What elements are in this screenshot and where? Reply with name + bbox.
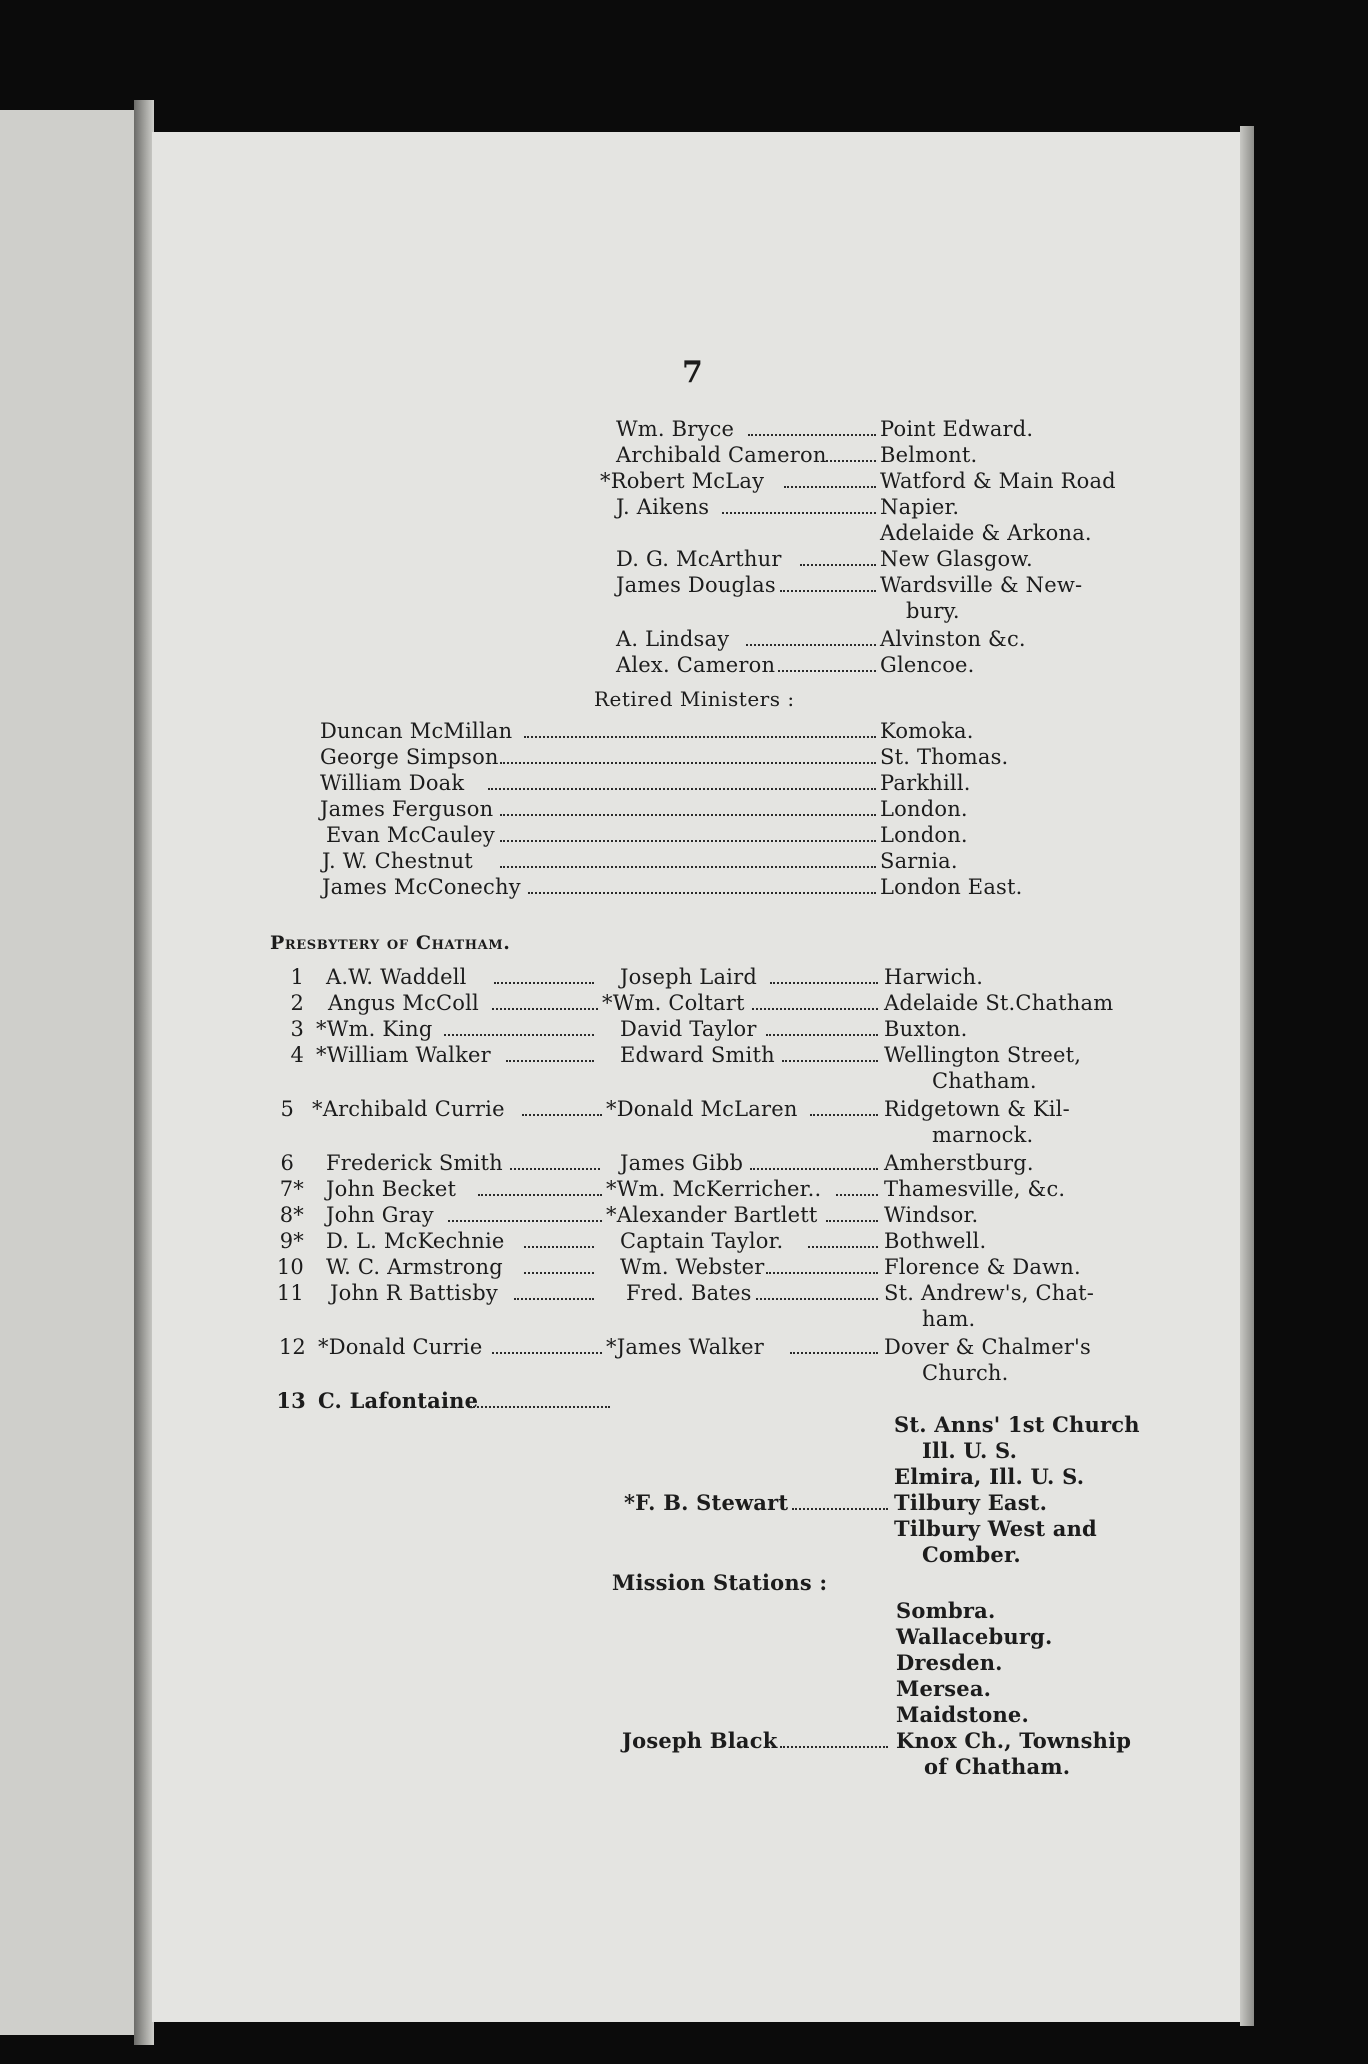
- retired-place: Sarnia.: [880, 849, 958, 873]
- leader-dots: [488, 762, 876, 790]
- leader-dots: [444, 1008, 594, 1036]
- minister-name: *Archibald Currie: [312, 1097, 505, 1121]
- congregation: Adelaide St.Chatham: [884, 991, 1114, 1015]
- leader-dots: [500, 814, 876, 842]
- elder-name: *Alexander Bartlett: [606, 1203, 818, 1227]
- congregation-continued: Ill. U. S.: [922, 1438, 1018, 1463]
- elder-name: James Gibb: [620, 1151, 744, 1175]
- retired-name: George Simpson: [320, 745, 499, 769]
- leader-dots: [492, 982, 598, 1010]
- leader-dots: [514, 1272, 594, 1300]
- elder-name: *Wm. McKerricher..: [606, 1177, 822, 1201]
- retired-place: London East.: [880, 875, 1023, 899]
- congregation-continued: Chatham.: [932, 1069, 1037, 1093]
- congregation: Elmira, Ill. U. S.: [894, 1464, 1085, 1489]
- row-number: 12: [278, 1335, 306, 1359]
- leader-dots: [826, 434, 876, 462]
- minister-name: D. G. McArthur: [616, 547, 782, 571]
- leader-dots: [782, 1034, 878, 1062]
- minister-name: C. Lafontaine: [318, 1388, 479, 1413]
- minister-place: Glencoe.: [880, 653, 975, 677]
- elder-name: Joseph Laird: [620, 965, 757, 989]
- congregation: Windsor.: [884, 1203, 979, 1227]
- leader-dots: [528, 866, 876, 894]
- congregation: Buxton.: [884, 1017, 968, 1041]
- leader-dots: [784, 460, 876, 488]
- minister-name: John Gray: [326, 1203, 434, 1227]
- minister-place: Adelaide & Arkona.: [880, 521, 1092, 545]
- leader-dots: [810, 1088, 878, 1116]
- retired-name: James McConechy: [322, 875, 521, 899]
- leader-dots: [790, 1326, 878, 1354]
- minister-name: John R Battisby: [330, 1281, 498, 1305]
- facing-page-edge: [0, 110, 136, 2035]
- congregation-continued: Church.: [922, 1361, 1009, 1385]
- retired-name: J. W. Chestnut: [322, 849, 473, 873]
- minister-place: Napier.: [880, 495, 960, 519]
- book-gutter: [134, 100, 154, 2045]
- minister-name: D. L. McKechnie: [326, 1229, 505, 1253]
- page-number: 7: [682, 355, 704, 390]
- row-number: 10: [276, 1255, 304, 1279]
- row-number: 13: [276, 1388, 306, 1413]
- retired-name: William Doak: [320, 771, 465, 795]
- minister-place: Watford & Main Road: [880, 469, 1116, 493]
- leader-dots: [500, 840, 876, 868]
- elder-name: Wm. Webster: [620, 1255, 765, 1279]
- elder-name: Joseph Black: [622, 1728, 778, 1753]
- minister-place: Point Edward.: [880, 417, 1034, 441]
- congregation: Tilbury West and: [894, 1516, 1097, 1541]
- minister-name: W. C. Armstrong: [326, 1255, 503, 1279]
- leader-dots: [478, 1168, 602, 1196]
- elder-name: David Taylor: [620, 1017, 757, 1041]
- leader-dots: [780, 1720, 888, 1748]
- elder-name: Edward Smith: [620, 1043, 775, 1067]
- minister-name: *William Walker: [316, 1043, 491, 1067]
- leader-dots: [510, 1142, 600, 1170]
- congregation: St. Andrew's, Chat-: [884, 1281, 1095, 1305]
- leader-dots: [770, 956, 878, 984]
- leader-dots: [766, 1008, 878, 1036]
- minister-name: Frederick Smith: [326, 1151, 503, 1175]
- elder-name: *James Walker: [606, 1335, 765, 1359]
- row-number: 9*: [279, 1229, 304, 1253]
- minister-name: Alex. Cameron: [616, 653, 776, 677]
- congregation-continued: marnock.: [932, 1123, 1034, 1147]
- row-number: 5: [280, 1097, 294, 1121]
- mission-station: Dresden.: [896, 1650, 1003, 1675]
- minister-place: bury.: [906, 599, 960, 623]
- leader-dots: [750, 1142, 878, 1170]
- retired-place: Parkhill.: [880, 771, 971, 795]
- presbytery-heading: Presbytery of Chatham.: [270, 932, 511, 954]
- row-number: 4: [290, 1043, 304, 1067]
- leader-dots: [826, 1194, 878, 1222]
- congregation: Wellington Street,: [884, 1043, 1082, 1067]
- elder-name: Fred. Bates: [626, 1281, 752, 1305]
- minister-name: *Robert McLay: [600, 469, 765, 493]
- leader-dots: [808, 1220, 878, 1248]
- mission-station: Wallaceburg.: [896, 1624, 1053, 1649]
- minister-name: Wm. Bryce: [616, 417, 735, 441]
- congregation: Harwich.: [884, 965, 984, 989]
- congregation: Amherstburg.: [884, 1151, 1034, 1175]
- elder-name: *Donald McLaren: [606, 1097, 798, 1121]
- retired-name: James Ferguson: [320, 797, 494, 821]
- leader-dots: [448, 1194, 602, 1222]
- leader-dots: [778, 644, 876, 672]
- leader-dots: [524, 710, 876, 738]
- retired-name: Evan McCauley: [326, 823, 495, 847]
- leader-dots: [722, 486, 876, 514]
- minister-name: James Douglas: [616, 573, 776, 597]
- congregation: Thamesville, &c.: [884, 1177, 1066, 1201]
- leader-dots: [748, 408, 876, 436]
- leader-dots: [492, 1326, 602, 1354]
- congregation: Florence & Dawn.: [884, 1255, 1081, 1279]
- retired-ministers-heading: Retired Ministers :: [594, 687, 795, 711]
- leader-dots: [780, 564, 876, 592]
- leader-dots: [766, 1246, 878, 1274]
- mission-station: Maidstone.: [896, 1702, 1029, 1727]
- row-number: 1: [290, 965, 304, 989]
- retired-place: London.: [880, 823, 968, 847]
- leader-dots: [792, 1482, 888, 1510]
- retired-place: London.: [880, 797, 968, 821]
- leader-dots: [746, 618, 876, 646]
- row-number: 6: [280, 1151, 294, 1175]
- row-number: 8*: [279, 1203, 304, 1227]
- congregation: Knox Ch., Township: [896, 1728, 1132, 1753]
- congregation: Ridgetown & Kil-: [884, 1097, 1070, 1121]
- minister-name: A.W. Waddell: [326, 965, 467, 989]
- leader-dots: [500, 736, 876, 764]
- congregation: St. Anns' 1st Church: [894, 1412, 1140, 1437]
- leader-dots: [506, 1034, 594, 1062]
- minister-place: New Glasgow.: [880, 547, 1033, 571]
- congregation-continued: ham.: [922, 1307, 976, 1331]
- congregation-continued: Comber.: [922, 1542, 1021, 1567]
- row-number: 11: [276, 1281, 304, 1305]
- minister-name: J. Aikens: [616, 495, 710, 519]
- congregation: Tilbury East.: [894, 1490, 1048, 1515]
- mission-station: Mersea.: [896, 1676, 992, 1701]
- leader-dots: [522, 1088, 602, 1116]
- congregation: Dover & Chalmer's: [884, 1335, 1092, 1359]
- leader-dots: [524, 1220, 594, 1248]
- minister-name: John Becket: [326, 1177, 457, 1201]
- minister-place: Belmont.: [880, 443, 978, 467]
- leader-dots: [524, 1246, 594, 1274]
- minister-place: Wardsville & New-: [880, 573, 1083, 597]
- minister-name: A. Lindsay: [616, 627, 730, 651]
- retired-name: Duncan McMillan: [320, 719, 513, 743]
- minister-name: *Donald Currie: [318, 1335, 483, 1359]
- row-number: 2: [290, 991, 304, 1015]
- row-number: 3: [290, 1017, 304, 1041]
- retired-place: St. Thomas.: [880, 745, 1009, 769]
- leader-dots: [836, 1168, 878, 1196]
- row-number: 7*: [279, 1177, 304, 1201]
- elder-name: *F. B. Stewart: [624, 1490, 789, 1515]
- minister-name: *Wm. King: [316, 1017, 433, 1041]
- leader-dots: [494, 956, 594, 984]
- elder-name: Captain Taylor.: [620, 1229, 784, 1253]
- retired-place: Komoka.: [880, 719, 974, 743]
- mission-station: Sombra.: [896, 1598, 996, 1623]
- congregation-continued: of Chatham.: [924, 1754, 1071, 1779]
- elder-name: *Wm. Coltart: [602, 991, 745, 1015]
- congregation: Bothwell.: [884, 1229, 987, 1253]
- minister-name: Angus McColl: [328, 991, 479, 1015]
- leader-dots: [752, 982, 878, 1010]
- minister-place: Alvinston &c.: [880, 627, 1026, 651]
- minister-name: Archibald Cameron: [616, 443, 827, 467]
- leader-dots: [756, 1272, 878, 1300]
- page-edge-shadow: [1240, 126, 1254, 2026]
- leader-dots: [500, 788, 876, 816]
- mission-stations-heading: Mission Stations :: [612, 1570, 828, 1595]
- leader-dots: [470, 1380, 610, 1408]
- leader-dots: [800, 538, 876, 566]
